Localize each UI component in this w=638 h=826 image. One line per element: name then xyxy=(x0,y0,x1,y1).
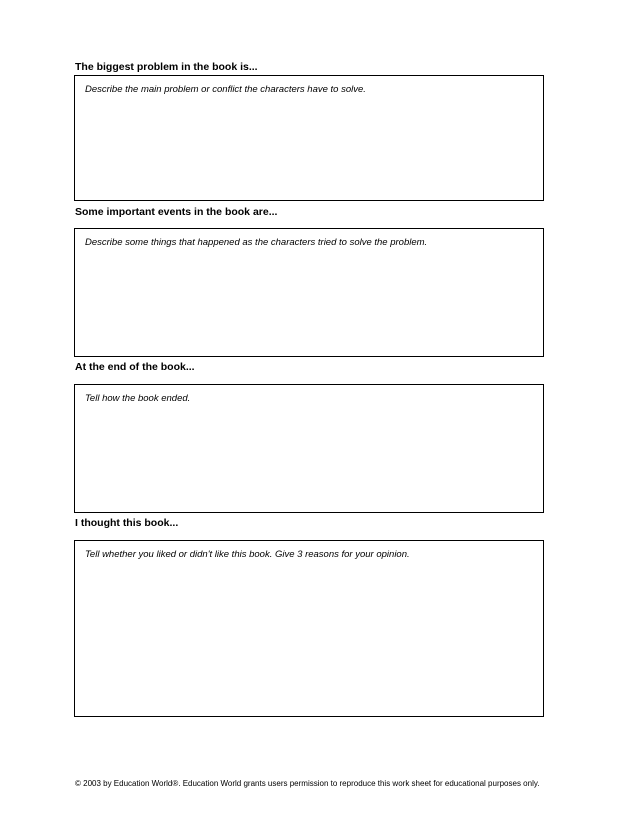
section-heading-ending: At the end of the book... xyxy=(75,361,195,373)
answer-box-ending[interactable] xyxy=(74,384,544,513)
section-heading-problem: The biggest problem in the book is... xyxy=(75,61,258,73)
copyright-footer: © 2003 by Education World®. Education World grants users permission to reproduce this work sheet for educational purposes only. xyxy=(75,779,540,788)
section-heading-events: Some important events in the book are... xyxy=(75,206,278,218)
prompt-ending: Tell how the book ended. xyxy=(85,393,191,404)
prompt-opinion: Tell whether you liked or didn't like this book. Give 3 reasons for your opinion. xyxy=(85,549,410,560)
prompt-events: Describe some things that happened as the characters tried to solve the problem. xyxy=(85,237,428,248)
answer-box-opinion[interactable] xyxy=(74,540,544,717)
answer-box-problem[interactable] xyxy=(74,75,544,201)
answer-box-events[interactable] xyxy=(74,228,544,357)
section-heading-opinion: I thought this book... xyxy=(75,517,179,529)
prompt-problem: Describe the main problem or conflict the characters have to solve. xyxy=(85,84,366,95)
